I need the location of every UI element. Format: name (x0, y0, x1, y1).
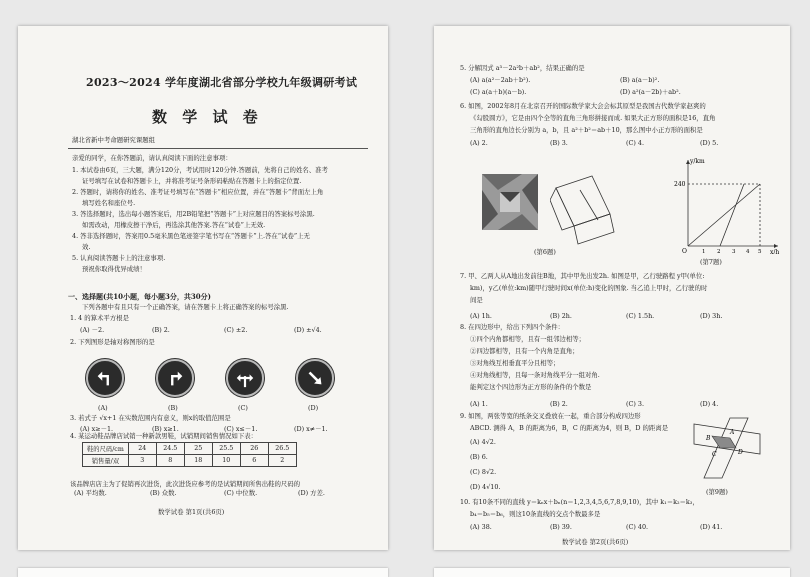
q10-option-d: (D) 41. (700, 523, 723, 531)
q9-option-c: (C) 8√2. (470, 468, 497, 476)
q6-line: 6. 如图，2002年8月在北京召开的国际数学家大会会标其原型是我国古代数学家赵爽的 (460, 102, 706, 110)
fig9-point-label: A (730, 429, 735, 436)
turn-right-sign-icon (156, 359, 194, 397)
q9-option-d: (D) 4√10. (470, 483, 501, 491)
fig7-y-label: y/km (690, 158, 705, 165)
fig7-x-tick: 1 (702, 249, 706, 254)
fig7-x-label: x/h (770, 249, 780, 254)
table-cell: 26.5 (268, 443, 296, 455)
q5-stem: 5. 分解因式 a³－2a²b＋ab²，结果正确的是 (460, 64, 585, 72)
q2-label-d: (D) (308, 404, 319, 412)
subject-title: 数 学 试 卷 (152, 108, 263, 126)
q3-option-c: (C) x≤－1. (224, 425, 258, 433)
table-cell: 25.5 (212, 443, 240, 455)
q6-option-d: (D) 5. (700, 139, 719, 147)
table-cell: 25 (184, 443, 212, 455)
q10-line: b₄＝b₅＝b₆，则这10条直线的交点个数最多是 (470, 510, 601, 518)
q7-option-d: (D) 3h. (700, 312, 723, 320)
table-row (83, 443, 297, 455)
fig9-point-label: C (712, 451, 717, 458)
fig7-caption: (第7题) (700, 258, 722, 266)
q2-label-a: (A) (98, 404, 108, 412)
notice-line: 5. 认真阅读答题卡上的注意事项. (72, 254, 166, 262)
q5-option-c: (C) a(a＋b)(a－b). (470, 88, 527, 96)
turn-left-sign-icon (86, 359, 124, 397)
diagonal-arrow-sign-icon (296, 359, 334, 397)
q4-followup: 该品牌店店主为了促销再次进货，此次进货应参考的是试销期间所售出鞋的尺码的 (70, 480, 301, 488)
notice-line: 证号填写在试卷和答题卡上，并将准考证号条形码粘贴在答题卡上的指定位置. (82, 177, 302, 185)
q6-option-b: (B) 3. (550, 139, 568, 147)
table-cell: 18 (184, 455, 212, 467)
q4-option-b: (B) 众数. (150, 489, 177, 497)
author-line: 湖北省新中考命题研究课题组 (72, 136, 156, 144)
q9-option-b: (B) 6. (470, 453, 488, 461)
exam-page-2 (434, 26, 790, 550)
q3-option-d: (D) x≠－1. (294, 425, 328, 433)
notice-line: 1. 本试卷由6页，三大题，满分120分，考试用时120分钟.答题前，先将自己的姓名、准考 (72, 166, 328, 174)
q3-option-a: (A) x≥－1. (80, 425, 114, 433)
notice-line: 2. 答题时，请将你的姓名、准考证号填写在“答题卡”相应位置，并在“答题卡”背面左上角 (72, 188, 324, 196)
q8-option-a: (A) 1. (470, 400, 488, 408)
table-cell: 24.5 (156, 443, 184, 455)
next-page-stub (18, 568, 388, 577)
q8-line: 能判定这个四边形为正方形的条件的个数是 (470, 383, 592, 391)
q9-option-a: (A) 4√2. (470, 438, 496, 446)
fig7-x-tick: 5 (758, 249, 762, 254)
q3-stem: 3. 若式子 √x+1 在实数范围内有意义，则x的取值范围是 (70, 414, 231, 422)
q8-line: ④对角线相等，且每一条对角线平分一组对角. (470, 371, 600, 379)
section1-title: 一、选择题(共10小题，每小题3分，共30分) (68, 292, 211, 301)
q10-option-c: (C) 40. (626, 523, 649, 531)
notice-line: 预祝你取得优异成绩！ (82, 265, 146, 273)
q2-label-c: (C) (238, 404, 248, 412)
q8-option-c: (C) 3. (626, 400, 645, 408)
fig7-travel-graph (674, 154, 784, 254)
table-cell: 6 (240, 455, 268, 467)
table-header-cell: 鞋的尺码/cm (83, 443, 129, 455)
notice-line: 效. (82, 243, 91, 251)
q7-line: 7. 甲、乙两人从A地出发前往B地，其中甲先出发2h. 如图是甲，乙行驶路程 y甲(单位: (460, 272, 705, 280)
shoe-sales-table (82, 442, 297, 467)
q7-line: km)，y乙(单位:km)随甲行驶时间x(单位:h)变化的图象. 当乙追上甲时，乙行驶的时 (470, 284, 708, 292)
fig6-caption: (第6题) (534, 248, 556, 256)
q1-option-b: (B) 2. (152, 326, 170, 334)
table-cell: 24 (128, 443, 156, 455)
table-cell: 3 (128, 455, 156, 467)
q6-option-a: (A) 2. (470, 139, 488, 147)
table-cell: 2 (268, 455, 296, 467)
q7-option-a: (A) 1h. (470, 312, 492, 320)
zhao-shuang-emblem-figure (482, 174, 538, 230)
fig9-point-label: D (738, 449, 743, 456)
q8-option-b: (B) 2. (550, 400, 568, 408)
q1-option-d: (D) ±√4. (294, 326, 322, 334)
q7-option-b: (B) 2h. (550, 312, 572, 320)
q8-option-d: (D) 4. (700, 400, 719, 408)
q3-option-b: (B) x≥1. (152, 425, 179, 433)
q8-line: 8. 在四边形中，给出下列四个条件： (460, 323, 564, 331)
q4-option-c: (C) 中位数. (224, 489, 258, 497)
table-row (83, 455, 297, 467)
table-cell: 26 (240, 443, 268, 455)
q5-option-d: (D) a²(a－2b)＋ab². (620, 88, 681, 96)
q8-line: ③对角线互相垂直平分且相等； (470, 359, 560, 367)
q9-line: 9. 如图，两张等宽的纸条交叉叠放在一起，重合部分构成四边形 (460, 412, 641, 420)
fig7-x-tick: 2 (717, 249, 721, 254)
next-page-stub (434, 568, 790, 577)
section1-desc: 下列各题中有且只有一个正确答案，请在答题卡上将正确答案的标号涂黑. (82, 303, 289, 311)
exam-title: 2023～2024 学年度湖北省部分学校九年级调研考试 (86, 76, 358, 89)
page-footer: 数学试卷 第2页(共6页) (562, 538, 629, 546)
q1-option-a: (A) －2. (80, 326, 105, 334)
q6-line: 三角形的直角边长分别为 a，b，且 a²＋b²＝ab＋10，那么图中小正方形的面积是 (470, 126, 703, 134)
page-footer: 数学试卷 第1页(共6页) (158, 508, 225, 516)
table-cell: 8 (156, 455, 184, 467)
q6-option-c: (C) 4. (626, 139, 645, 147)
q10-line: 10. 有10条不同的直线 y＝kₙx＋bₙ(n＝1,2,3,4,5,6,7,8,9,10)，其中 k₁＝k₂＝k₃， (460, 498, 699, 506)
q5-option-b: (B) a(a－b)². (620, 76, 660, 84)
notice-line: 3. 答选择题时，选出每小题答案后，用2B铅笔把“答题卡”上对应题目的答案标号涂黑. (72, 210, 315, 218)
q4-option-a: (A) 平均数. (74, 489, 107, 497)
table-header-cell: 销售量/双 (83, 455, 129, 467)
q2-label-b: (B) (168, 404, 178, 412)
q5-option-a: (A) a(a²－2ab＋b²). (470, 76, 531, 84)
notice-line: 填写姓名和座位号. (82, 199, 136, 207)
q6-line: 《勾股圆方》，它是由四个全等的直角三角形拼接而成. 如果大正方形的面积是16，直角 (470, 114, 716, 122)
fig9-crossed-strips-figure (690, 414, 764, 486)
notice-line: 如需改动，用橡皮擦干净后，再选涂其他答案.答在“试卷”上无效. (82, 221, 266, 229)
notice-line: 4. 答非选择题时，答案用0.5毫米黑色笔迹签字笔书写在“答题卡”上.答在“试卷”上无 (72, 232, 310, 240)
fig7-y-tick: 240 (674, 181, 686, 188)
q4-option-d: (D) 方差. (298, 489, 325, 497)
q7-line: 间是 (470, 296, 483, 304)
q2-stem: 2. 下列图形是轴对称图形的是 (70, 338, 155, 346)
q8-line: ②四边都相等，且有一个内角是直角； (470, 347, 579, 355)
notice-intro: 亲爱的同学，在你答题前，请认真阅读下面的注意事项： (72, 154, 232, 162)
fig7-x-tick: 4 (746, 249, 750, 254)
table-cell: 10 (212, 455, 240, 467)
q10-option-a: (A) 38. (470, 523, 492, 531)
q9-line: ABCD. 测得 A，B 的距离为6，B，C 的距离为4，则 B，D 的距离是 (470, 424, 669, 432)
q1-option-c: (C) ±2. (224, 326, 248, 334)
q4-stem: 4. 某运动鞋品牌店试销一种新款男鞋，试销期间销售情况如下表： (70, 432, 258, 440)
exam-page-1 (18, 26, 388, 550)
header-divider (68, 148, 368, 149)
fig9-caption: (第9题) (706, 488, 728, 496)
pythagoras-square-figure (550, 170, 616, 246)
fig7-x-tick: 3 (732, 249, 736, 254)
q7-option-c: (C) 1.5h. (626, 312, 655, 320)
left-right-turn-sign-icon (226, 359, 264, 397)
q1-stem: 1. 4 的算术平方根是 (70, 314, 129, 322)
fig9-point-label: B (706, 435, 711, 442)
q8-line: ①四个内角都相等，且有一组邻边相等； (470, 335, 586, 343)
q10-option-b: (B) 39. (550, 523, 572, 531)
fig7-origin-label: O (682, 248, 687, 254)
